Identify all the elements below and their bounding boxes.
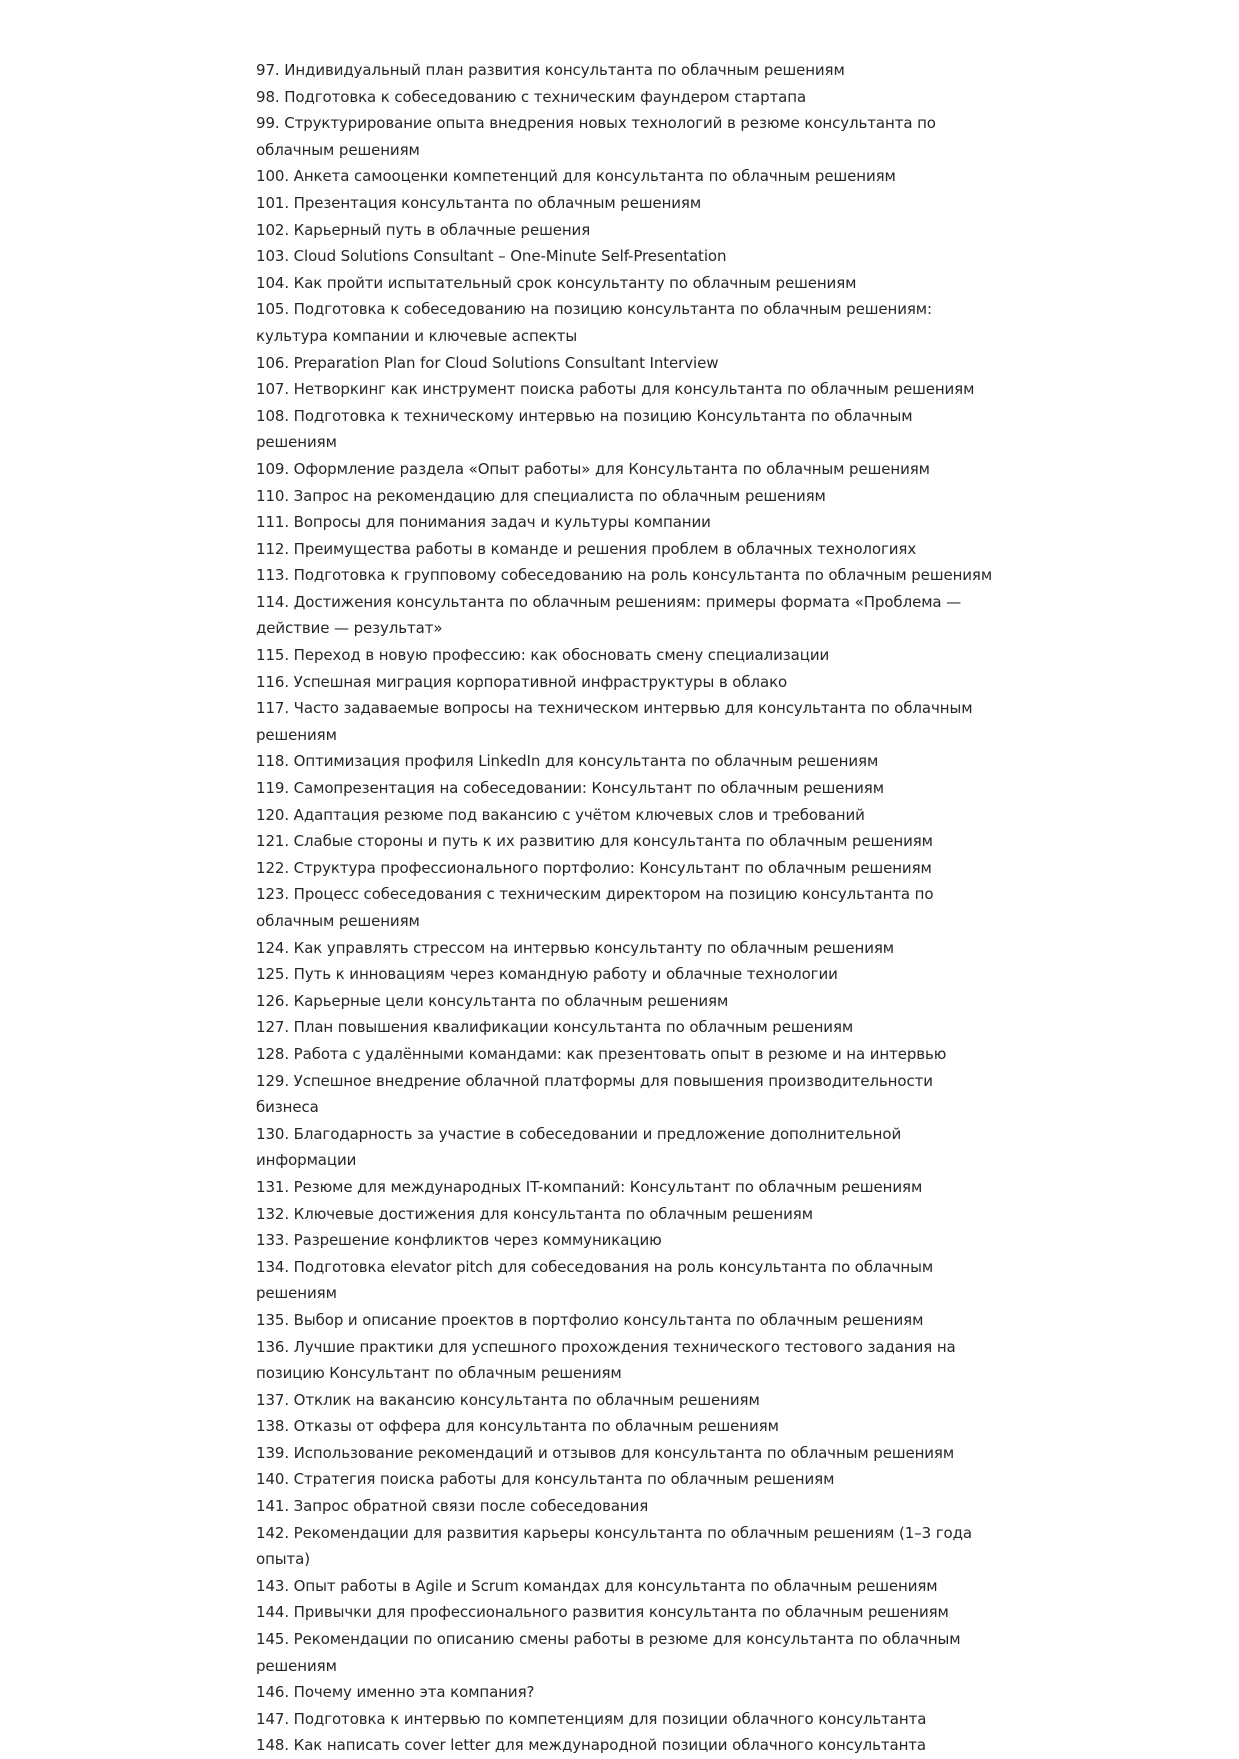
list-item: 113. Подготовка к групповому собеседованию на роль консультанта по облачным решениям bbox=[256, 566, 993, 585]
list-item: 143. Опыт работы в Agile и Scrum командах для консультанта по облачным решениям bbox=[256, 1576, 938, 1595]
list-item: 108. Подготовка к техническому интервью на позицию Консультанта по облачным решениям bbox=[256, 406, 913, 452]
list-item: 121. Слабые стороны и путь к их развитию для консультанта по облачным решениям bbox=[256, 832, 933, 851]
list-item: 109. Оформление раздела «Опыт работы» для Консультанта по облачным решениям bbox=[256, 459, 930, 478]
list-item: 138. Отказы от оффера для консультанта по облачным решениям bbox=[256, 1417, 779, 1436]
list-item: 111. Вопросы для понимания задач и культуры компании bbox=[256, 513, 711, 532]
list-item: 116. Успешная миграция корпоративной инфраструктуры в облако bbox=[256, 672, 788, 691]
list-item: 126. Карьерные цели консультанта по облачным решениям bbox=[256, 991, 729, 1010]
list-item: 122. Структура профессионального портфолио: Консультант по облачным решениям bbox=[256, 858, 932, 877]
list-item: 134. Подготовка elevator pitch для собеседования на роль консультанта по облачным решениям bbox=[256, 1257, 934, 1303]
list-item: 123. Процесс собеседования с техническим директором на позицию консультанта по облачным решениям bbox=[256, 885, 934, 930]
list-item: 146. Почему именно эта компания? bbox=[256, 1683, 535, 1702]
list-item: 145. Рекомендации по описанию смены работы в резюме для консультанта по облачным решениям bbox=[256, 1630, 961, 1675]
list-item: 105. Подготовка к собеседованию на позицию консультанта по облачным решениям: культура компании и ключевые аспекты bbox=[256, 300, 932, 345]
list-item: 148. Как написать cover letter для международной позиции облачного консультанта bbox=[256, 1736, 927, 1755]
list-item: 102. Карьерный путь в облачные решения bbox=[256, 220, 591, 239]
list-item: 101. Презентация консультанта по облачным решениям bbox=[256, 193, 702, 212]
list-item: 98. Подготовка к собеседованию с техническим фаундером стартапа bbox=[256, 87, 807, 106]
list-item: 114. Достижения консультанта по облачным решениям: примеры формата «Проблема — действие — результат» bbox=[256, 592, 962, 638]
list-item: 110. Запрос на рекомендацию для специалиста по облачным решениям bbox=[256, 486, 826, 505]
list-item: 106. Preparation Plan for Cloud Solutions Consultant Interview bbox=[256, 353, 719, 372]
list-item: 128. Работа с удалёнными командами: как презентовать опыт в резюме и на интервью bbox=[256, 1044, 947, 1063]
list-item: 141. Запрос обратной связи после собеседования bbox=[256, 1497, 649, 1516]
list-item: 117. Часто задаваемые вопросы на техническом интервью для консультанта по облачным решениям bbox=[256, 699, 973, 744]
list-item: 130. Благодарность за участие в собеседовании и предложение дополнительной информации bbox=[256, 1124, 902, 1170]
list-item: 131. Резюме для международных IT-компаний: Консультант по облачным решениям bbox=[256, 1177, 923, 1196]
list-item: 136. Лучшие практики для успешного прохождения технического тестового задания на позицию Консультант по облачным решениям bbox=[256, 1337, 956, 1383]
topic-list bbox=[256, 57, 996, 1759]
list-item: 125. Путь к инновациям через командную работу и облачные технологии bbox=[256, 965, 838, 984]
list-item: 99. Структурирование опыта внедрения новых технологий в резюме консультанта по облачным решениям bbox=[256, 114, 936, 159]
list-item: 139. Использование рекомендаций и отзывов для консультанта по облачным решениям bbox=[256, 1443, 955, 1462]
list-item: 112. Преимущества работы в команде и решения проблем в облачных технологиях bbox=[256, 539, 917, 558]
list-item: 120. Адаптация резюме под вакансию с учётом ключевых слов и требований bbox=[256, 805, 865, 824]
list-item: 140. Стратегия поиска работы для консультанта по облачным решениям bbox=[256, 1470, 835, 1489]
list-item: 104. Как пройти испытательный срок консультанту по облачным решениям bbox=[256, 273, 857, 292]
list-item: 118. Оптимизация профиля LinkedIn для консультанта по облачным решениям bbox=[256, 752, 879, 771]
list-item: 137. Отклик на вакансию консультанта по облачным решениям bbox=[256, 1390, 760, 1409]
list-item: 115. Переход в новую профессию: как обосновать смену специализации bbox=[256, 646, 830, 665]
list-item: 144. Привычки для профессионального развития консультанта по облачным решениям bbox=[256, 1603, 949, 1622]
list-item: 147. Подготовка к интервью по компетенциям для позиции облачного консультанта bbox=[256, 1709, 927, 1728]
list-item: 103. Cloud Solutions Consultant – One-Minute Self-Presentation bbox=[256, 247, 727, 266]
list-item: 107. Нетворкинг как инструмент поиска работы для консультанта по облачным решениям bbox=[256, 380, 975, 399]
list-item: 100. Анкета самооценки компетенций для консультанта по облачным решениям bbox=[256, 167, 896, 186]
list-item: 129. Успешное внедрение облачной платформы для повышения производительности бизнеса bbox=[256, 1071, 933, 1117]
list-item: 142. Рекомендации для развития карьеры консультанта по облачным решениям (1–3 года опыта) bbox=[256, 1523, 972, 1569]
list-item: 133. Разрешение конфликтов через коммуникацию bbox=[256, 1231, 662, 1250]
list-item: 135. Выбор и описание проектов в портфолио консультанта по облачным решениям bbox=[256, 1310, 924, 1329]
list-item: 132. Ключевые достижения для консультанта по облачным решениям bbox=[256, 1204, 813, 1223]
list-item: 97. Индивидуальный план развития консультанта по облачным решениям bbox=[256, 61, 845, 79]
list-item: 119. Самопрезентация на собеседовании: Консультант по облачным решениям bbox=[256, 779, 884, 798]
list-item: 127. План повышения квалификации консультанта по облачным решениям bbox=[256, 1018, 854, 1037]
list-item: 124. Как управлять стрессом на интервью консультанту по облачным решениям bbox=[256, 938, 894, 957]
